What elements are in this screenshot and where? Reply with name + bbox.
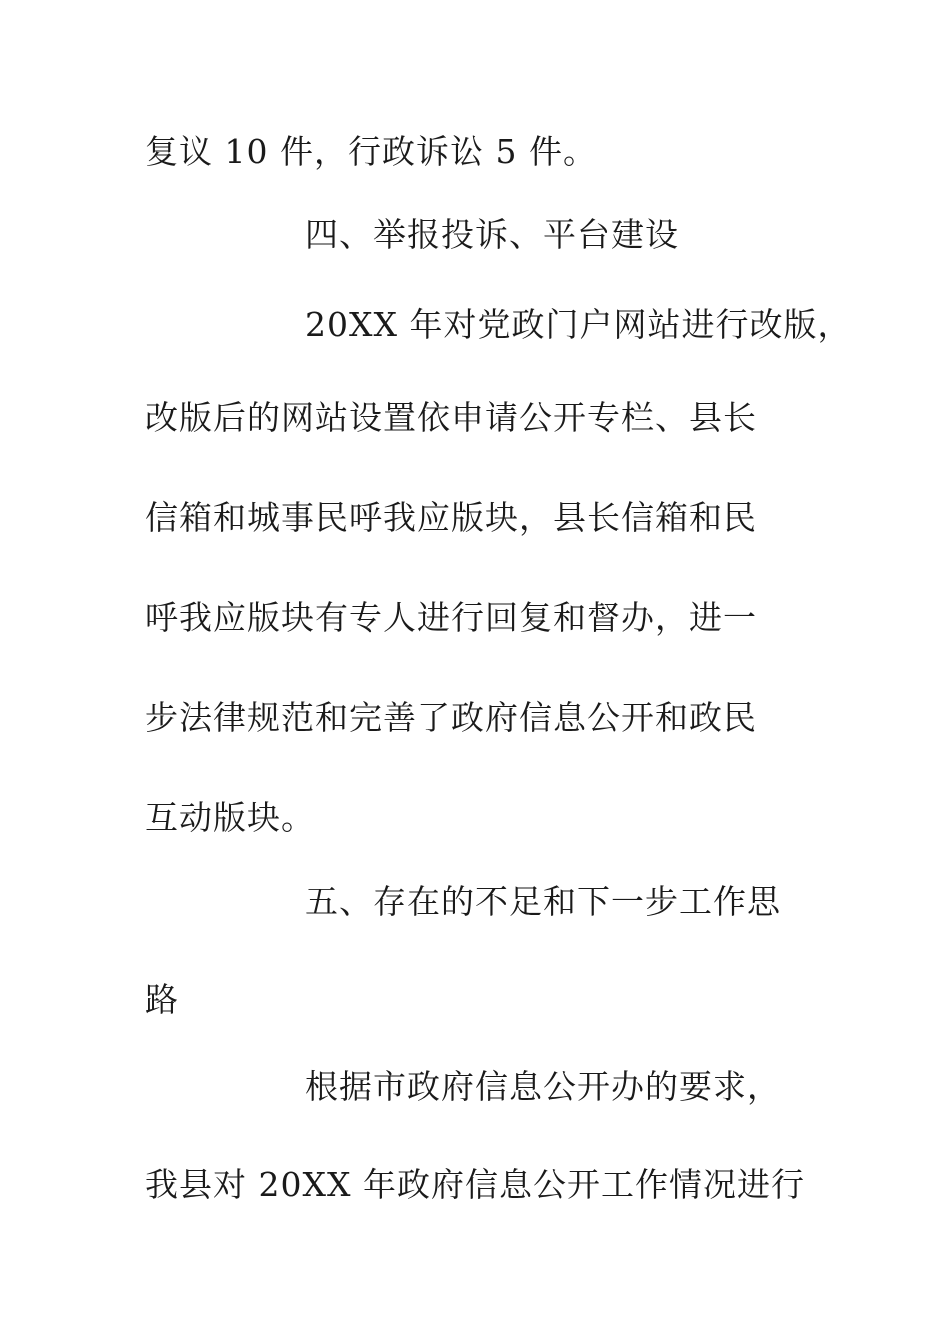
paragraph-line: 改版后的网站设置依申请公开专栏、县长: [145, 398, 757, 437]
section-heading-continuation: 路: [145, 980, 179, 1019]
paragraph-line: 信箱和城事民呼我应版块，县长信箱和民: [145, 498, 757, 537]
paragraph-line: 根据市政府信息公开办的要求，: [305, 1067, 781, 1106]
paragraph-line: 复议 10 件，行政诉讼 5 件。: [145, 132, 597, 171]
paragraph-line: 步法律规范和完善了政府信息公开和政民: [145, 698, 757, 737]
section-heading: 五、存在的不足和下一步工作思: [305, 882, 781, 921]
paragraph-line: 互动版块。: [145, 798, 315, 837]
paragraph-line: 我县对 20XX 年政府信息公开工作情况进行: [145, 1165, 805, 1204]
section-heading: 四、举报投诉、平台建设: [305, 215, 679, 254]
paragraph-line: 呼我应版块有专人进行回复和督办，进一: [145, 598, 757, 637]
paragraph-line: 20XX 年对党政门户网站进行改版，: [305, 305, 852, 344]
